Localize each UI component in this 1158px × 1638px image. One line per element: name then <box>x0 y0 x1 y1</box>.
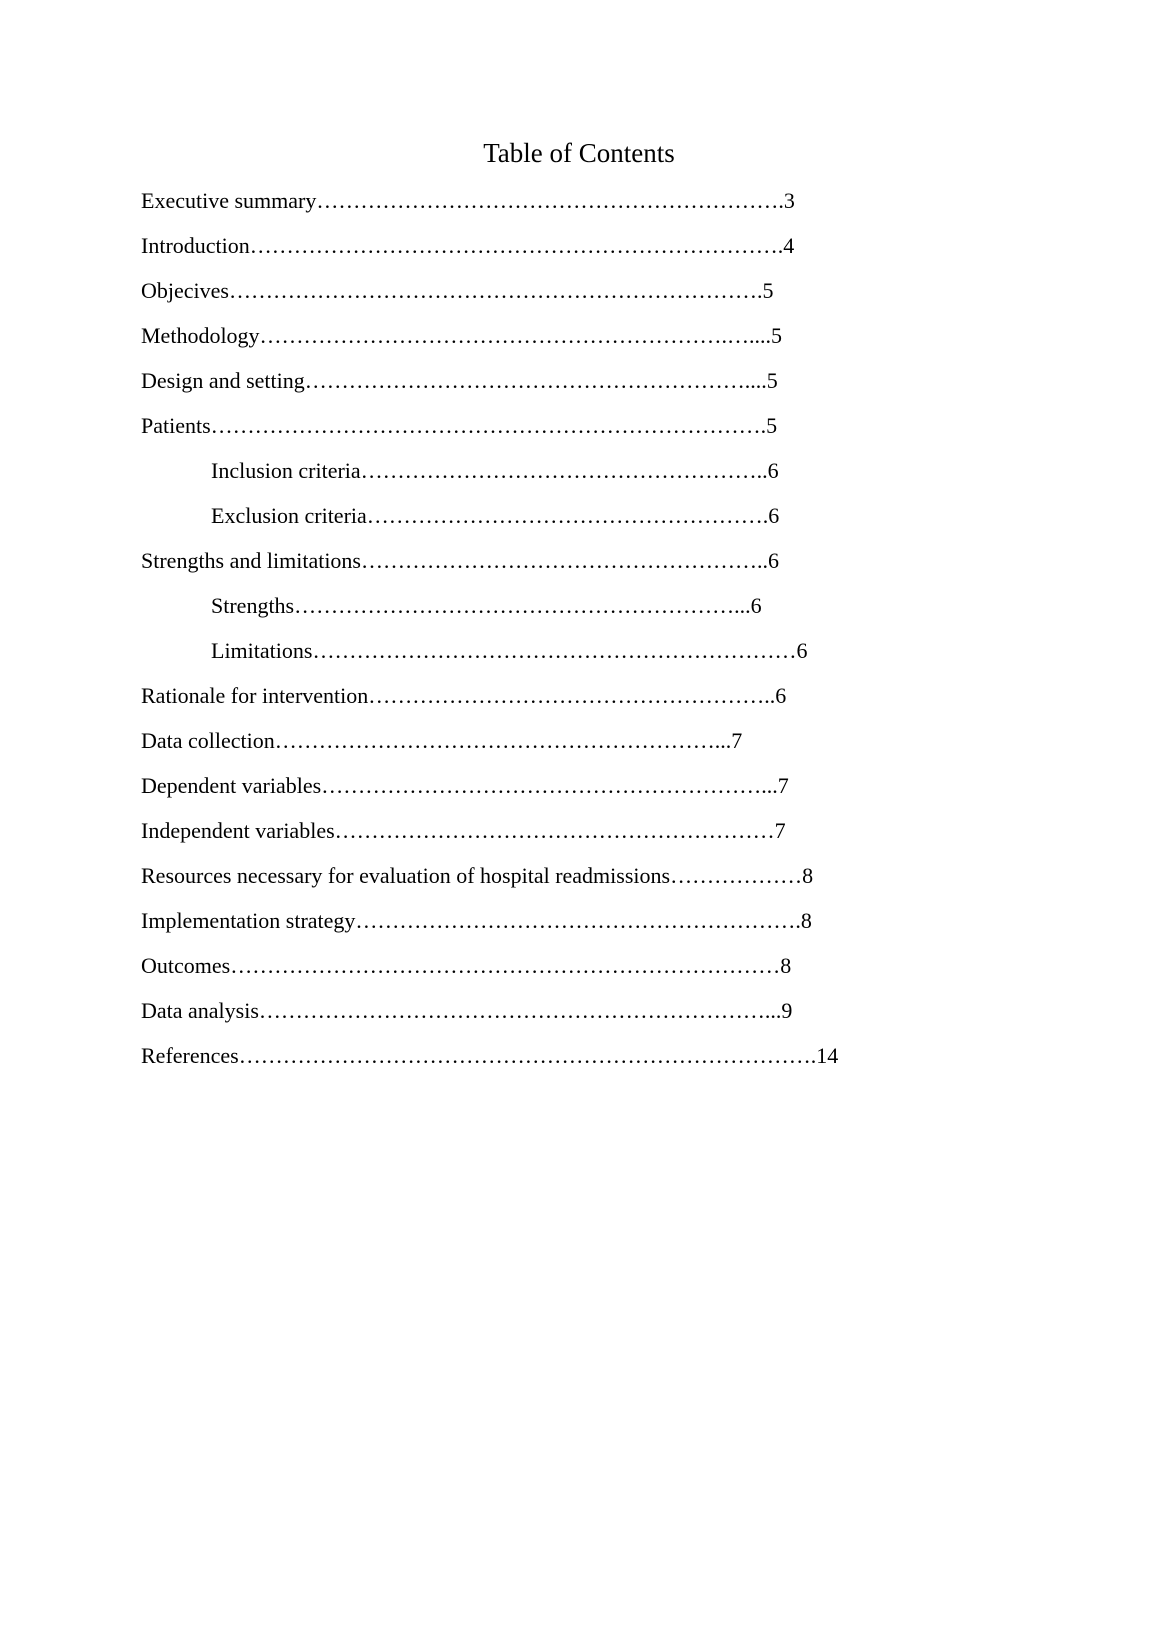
toc-entry-limitations: Limitations…………………………………………………………6 <box>211 638 808 663</box>
toc-entry-executive-summary: Executive summary……………………………………………………….3 <box>141 188 795 213</box>
toc-entry-strengths: Strengths……………………………………………………...6 <box>211 593 762 618</box>
toc-entry-implementation-strategy: Implementation strategy…………………………………………………….8 <box>141 908 812 933</box>
toc-list <box>141 188 941 1088</box>
toc-title: Table of Contents <box>483 138 675 168</box>
toc-entry-patients: Patients………………………………………………………………….5 <box>141 413 778 438</box>
toc-entry-outcomes: Outcomes…………………………………………………………………8 <box>141 953 792 978</box>
toc-entry-exclusion-criteria: Exclusion criteria……………………………………………….6 <box>211 503 780 528</box>
toc-entry-rationale-for-intervention: Rationale for intervention………………………………………………..6 <box>141 683 787 708</box>
toc-entry-methodology: Methodology……………………………………………………….…....5 <box>141 323 783 348</box>
toc-entry-inclusion-criteria: Inclusion criteria………………………………………………..6 <box>211 458 779 483</box>
toc-entry-dependent-variables: Dependent variables……………………………………………………...7 <box>141 773 789 798</box>
toc-entry-references: References…………………………………………………………………….14 <box>141 1043 839 1068</box>
toc-entry-design-and-setting: Design and setting……………………………………………………....5 <box>141 368 778 393</box>
toc-entry-data-collection: Data collection……………………………………………………...7 <box>141 728 743 753</box>
toc-entry-objectives: Objecives……………………………………………………………….5 <box>141 278 774 303</box>
toc-entry-strengths-and-limitations: Strengths and limitations………………………………………………..6 <box>141 548 779 573</box>
toc-entry-introduction: Introduction……………………………………………………………….4 <box>141 233 795 258</box>
toc-entry-independent-variables: Independent variables……………………………………………………7 <box>141 818 786 843</box>
toc-entry-resources: Resources necessary for evaluation of hospital readmissions………………8 <box>141 863 814 888</box>
toc-entry-data-analysis: Data analysis……………………………………………………………...9 <box>141 998 793 1023</box>
